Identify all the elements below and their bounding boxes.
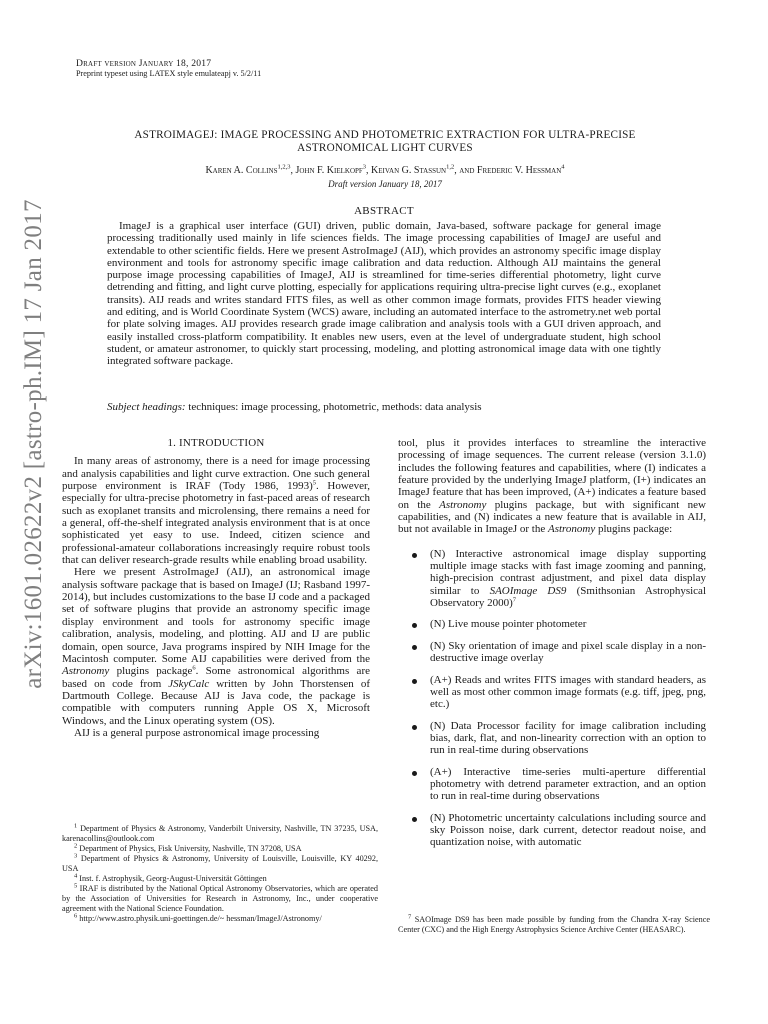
list-item <box>398 720 706 757</box>
right-p1-text: tool, plus it provides interfaces to streamline the interactive processing of image sequences. The current release (version 3.1.0) includes the following features and capabilities, where (I) indicates a feature provided by the underlying ImageJ platform, (I+) indicates an ImageJ feature that has been improved, (A+) indicates a feature based on the <box>398 437 706 511</box>
right-p1-text-b: plugins package, but with significant new capabilities, and (N) indicates a new feature that is available in AIJ, but not available in ImageJ or the <box>398 498 706 536</box>
bullet-icon <box>412 817 417 822</box>
list-item <box>398 812 706 849</box>
author-name: Keivan G. Stassun <box>371 165 447 177</box>
section-heading-introduction: 1. INTRODUCTION <box>167 437 265 449</box>
author-affiliation: 1,2,3 <box>277 164 291 172</box>
intro-p1-text-cont: . However, especially for ultra-precise photometry in fast-paced areas of research such as exoplanet transits and microlensing, there remains a need for a general, off-the-shelf integrated analysis environment that is at once sophisticated yet easy to use. Indeed, citizen science and professional-amateur collaborations increasingly require robust tools that can deliver research-grade results while enabling broad usability. <box>62 480 370 567</box>
preprint-line: Preprint typeset using LATEX style emulateapj v. 5/2/11 <box>76 69 262 78</box>
author-affiliation: 4 <box>561 164 565 172</box>
footnote-number: 4 <box>74 872 78 880</box>
author-name: Frederic V. Hessman <box>476 165 562 177</box>
right-p1-italic-2: Astronomy <box>547 523 596 536</box>
intro-p2-text-b: plugins package <box>109 665 193 678</box>
subject-headings-text: techniques: image processing, photometric, methods: data analysis <box>185 401 482 413</box>
list-item <box>398 548 706 610</box>
bullet-icon <box>412 553 417 558</box>
footnote <box>62 854 378 874</box>
feature-text: (N) Data Processor facility for image calibration including bias, dark, flat, and non-linearity correction with an option to run in real-time during observations <box>430 719 706 757</box>
footnote <box>62 874 378 884</box>
list-item <box>398 618 706 630</box>
footnote-number: 5 <box>74 882 78 890</box>
author-separator: , and <box>454 165 477 177</box>
footnote-url-link[interactable]: http://www.astro.physik.uni-goettingen.de/~ hessman/ImageJ/Astronomy/ <box>79 914 322 923</box>
footnote-number: 6 <box>74 912 78 920</box>
draft-version-line: Draft version January 18, 2017 <box>76 58 212 69</box>
right-column <box>398 437 706 858</box>
footnote-text: Inst. f. Astrophysik, Georg-August-Universität Göttingen <box>79 874 267 883</box>
intro-p2-text: Here we present AstroImageJ (AIJ), an astronomical image analysis software package that is based on ImageJ (IJ; Rasband 1997-2014), but includes customizations to the base IJ code and a packaged set of software plugins that provide an astronomy specific image display environment and tools for astronomy specific image calibration, analysis, modeling, and plotting. AIJ and IJ are public domain, open source, Java programs inspired by NIH Image for the Macintosh computer. Some AIJ capabilities were derived from the <box>62 566 370 665</box>
list-item <box>398 766 706 803</box>
footnote <box>62 844 378 854</box>
footnote-right <box>398 915 710 935</box>
abstract-heading: ABSTRACT <box>354 205 414 217</box>
bullet-icon <box>412 645 417 650</box>
footnote <box>62 884 378 914</box>
right-p1-italic: Astronomy <box>439 498 487 511</box>
feature-text: (N) Photometric uncertainty calculations including source and sky Poisson noise, dark current, detector readout noise, and quantization noise, with automatic <box>430 811 706 849</box>
footnote[interactable] <box>62 914 378 924</box>
subject-headings-label: Subject headings: <box>107 401 186 413</box>
feature-text: (N) Sky orientation of image and pixel scale display in a non-destructive image overlay <box>430 639 706 665</box>
draft-date: Draft version January 18, 2017 <box>328 179 442 190</box>
author-affiliation: 1,2 <box>446 164 455 172</box>
feature-text-b: (Smithsonian Astrophysical Observatory 2000) <box>430 584 706 610</box>
feature-italic: SAOImage DS9 <box>489 584 567 597</box>
intro-paragraph-3: AIJ is a general purpose astronomical image processing <box>74 726 320 739</box>
footnote-number: 3 <box>74 852 78 860</box>
bullet-icon <box>412 679 417 684</box>
footnote-ref: 6 <box>192 664 196 672</box>
footnote-number: 2 <box>74 842 78 850</box>
footnote-text: SAOImage DS9 has been made possible by funding from the Chandra X-ray Science Center (CXC) and the High Energy Astrophysics Science Archive Center (HEASARC). <box>398 915 711 934</box>
author-separator: , <box>290 165 296 177</box>
footnotes-left <box>62 824 378 924</box>
feature-text: (A+) Interactive time-series multi-aperture differential photometry with detrend parameter extraction, and an option to run in real-time during observations <box>430 765 706 803</box>
title-block <box>110 129 660 189</box>
author-affiliation: 3 <box>362 164 367 172</box>
footnote <box>62 824 378 844</box>
author-list <box>110 165 660 176</box>
intro-p2-italic: Astronomy <box>62 665 110 678</box>
feature-text: (N) Interactive astronomical image display supporting multiple image stacks with fast image zooming and panning, high-precision contrast adjustment, and pixel data display similar to <box>430 547 706 597</box>
footnote-text: IRAF is distributed by the National Optical Astronomy Observatories, which are operated by the Association of Universities for Research in Astronomy, Inc., under cooperative agreement with the National Science Foundation. <box>62 884 378 913</box>
intro-p1-text: In many areas of astronomy, there is a need for image processing and analysis capabilities and light curve extraction. One such general purpose environment is IRAF (Tody 1986, 1993) <box>62 455 370 493</box>
left-column <box>62 437 370 739</box>
author-name: John F. Kielkopf <box>295 165 363 177</box>
footnote-text: Department of Physics & Astronomy, University of Louisville, Louisville, KY 40292, USA <box>62 854 379 873</box>
intro-p2-text-d: written by John Thorstensen of Dartmouth College. Because AIJ is Java code, the package is compatible with computers running Apple OS X, Microsoft Windows, and the Linux operating system (OS). <box>62 677 370 727</box>
list-item <box>398 640 706 665</box>
right-paragraph-1 <box>398 437 706 536</box>
author-name: Karen A. Collins <box>205 165 278 177</box>
bullet-icon <box>412 725 417 730</box>
feature-text: (A+) Reads and writes FITS images with standard headers, as well as most other common image formats (e.g. tiff, jpeg, png, etc.) <box>430 673 706 711</box>
right-p1-text-c: plugins package: <box>595 523 673 536</box>
intro-p2-text-c: . Some astronomical algorithms are based on code from <box>62 665 370 690</box>
author-separator: , <box>366 165 372 177</box>
list-item <box>398 674 706 711</box>
subject-headings <box>107 401 661 413</box>
intro-paragraph-2 <box>62 566 370 726</box>
footnote-number: 7 <box>408 913 412 921</box>
feature-text: (N) Live mouse pointer photometer <box>430 618 587 631</box>
arxiv-stamp <box>19 199 49 689</box>
footnote-text: Department of Physics, Fisk University, Nashville, TN 37208, USA <box>79 844 302 853</box>
intro-paragraph-1 <box>62 455 370 566</box>
footnote-ref: 7 <box>512 596 517 604</box>
bullet-icon <box>412 623 417 628</box>
paper-title: ASTROIMAGEJ: IMAGE PROCESSING AND PHOTOMETRIC EXTRACTION FOR ULTRA-PRECISE ASTRONOMICAL LIGHT CURVES <box>134 129 636 155</box>
footnote-number: 1 <box>74 822 78 830</box>
intro-p2-italic-2: JSkyCalc <box>168 677 210 690</box>
abstract-body: ImageJ is a graphical user interface (GUI) driven, public domain, Java-based, software package for general image processing traditionally used mainly in life sciences fields. The image processing capabilities of ImageJ are useful and extendable to other scientific fields. Here we present AstroImageJ (AIJ), which provides an astronomy specific image display environment and tools for astronomy specific image calibration and data reduction. Although AIJ maintains the general purpose image processing capabilities of ImageJ, AIJ is streamlined for time-series differential photometry, light curve detrending and fitting, and light curve plotting, especially for applications requiring ultra-precise light curves (e.g., exoplanet transits). AIJ reads and writes standard FITS files, as well as other common image formats, provides FITS header viewing and editing, and is World Coordinate System (WCS) aware, including an automated interface to the astrometry.net web portal for plate solving images. AIJ provides research grade image calibration and analysis tools with a GUI driven approach, and easily installed cross-platform compatibility. It enables new users, even at the level of undergraduate student, high school student, or amateur astronomer, to quickly start processing, modeling, and plotting astronomical image data with one tightly integrated software package. <box>107 220 661 368</box>
feature-list <box>398 548 706 849</box>
bullet-icon <box>412 771 417 776</box>
running-header <box>76 58 476 79</box>
arxiv-id-text: arXiv:1601.02622v2 [astro-ph.IM] 17 Jan 2017 <box>20 199 47 689</box>
footnote-ref: 5 <box>312 479 317 487</box>
footnote-text: Department of Physics & Astronomy, Vanderbilt University, Nashville, TN 37235, USA, karenacollins@outlook.com <box>62 824 379 843</box>
